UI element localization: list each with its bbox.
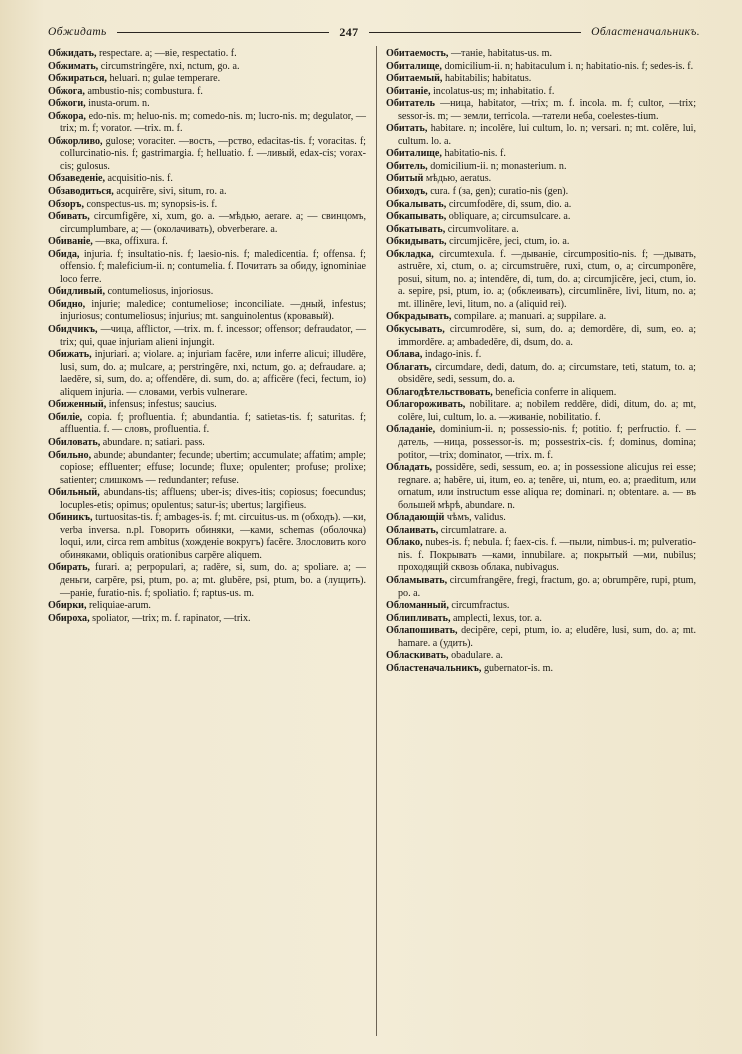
- definition: abundans-tis; affluens; uber-is; dives-itis; copiosus; foecundus; locuples-etis; opimus; opulentus; satur-is; ubertus; largifieus.: [60, 487, 366, 511]
- dictionary-entry: [48, 437, 366, 450]
- definition: injuria. f; insultatio-nis. f; laesio-nis. f; maledicentia. f; offensa. f; offensio. f; maleficium-ii. n; contumelia. f. Почитать за обиду, ignominiae loco ferre.: [60, 248, 366, 285]
- headword: Облапошивать,: [386, 625, 458, 637]
- headword: Обидно,: [48, 298, 86, 310]
- definition: edo-nis. m; heluo-nis. m; comedo-nis. m; lucro-nis. m; degulator, —trix; m. f; vorator. —trix. m. f.: [60, 110, 367, 135]
- definition: amplecti, lexus, tor. a.: [453, 612, 542, 624]
- headword: Обидливый,: [48, 286, 105, 298]
- headword: Обитаемость,: [386, 48, 449, 59]
- definition: cura. f (за, gen); curatio-nis (gen).: [430, 186, 569, 198]
- column-divider: [376, 46, 377, 1036]
- headword: Обкапывать,: [386, 211, 447, 223]
- dictionary-entry: [48, 562, 366, 600]
- dictionary-entry: [386, 424, 696, 462]
- dictionary-entry: [386, 61, 696, 74]
- dictionary-entry: [48, 600, 366, 613]
- headword: Обитый: [386, 173, 424, 185]
- headword: Обиталище,: [386, 148, 442, 160]
- headword: Обида,: [48, 248, 80, 260]
- headword: Обкрадывать,: [386, 311, 452, 323]
- definition: obliquare, a; circumsulcare. a.: [448, 211, 571, 223]
- dictionary-entry: [386, 349, 696, 362]
- headword: Обласкивать,: [386, 650, 449, 662]
- dictionary-entry: [386, 663, 696, 676]
- headword: Обломанный,: [386, 600, 449, 612]
- definition: injuriari. a; violare. a; injuriam facĕre, или inferre alicui; illudĕre, lusi, sum, do. a; mulcare, a; perstringĕre, nxi, nctum, go. a; defraudare. a; laedĕre, si, sum, do. a; offendĕre, di. sum, do. a; afficĕre (feci, fectum, io) aliquem injuria. — словами, verbis vulnerare.: [60, 349, 366, 398]
- dictionary-entry: [48, 324, 366, 349]
- headword: Обзоръ,: [48, 198, 84, 210]
- definition: —таніе, habitatus-us. m.: [450, 48, 552, 59]
- definition: turtuositas-tis. f; ambages-is. f; mt. circuitus-us. m (обходъ). —ки, verba inversa. n.pl. Говорить обиняки, —ками, schemas (оболочка) loqui, или, circa rem ambitus (хожденіе вокругъ) facĕre. Злословить кого обиняками, obliquis orationibus carpĕre aliquem.: [60, 512, 366, 561]
- dictionary-entry: [386, 86, 696, 99]
- dictionary-entry: [386, 186, 696, 199]
- dictionary-entry: [386, 462, 696, 512]
- definition: gubernator-is. m.: [483, 662, 553, 674]
- header-rule-right: [369, 32, 582, 33]
- dictionary-entry: [48, 286, 366, 299]
- headword: Обирки,: [48, 600, 87, 612]
- headword: Обламывать,: [386, 574, 448, 586]
- definition: —вка, offixura. f.: [95, 236, 168, 248]
- definition: furari. a; perpopulari, a; radĕre, si, sum, do. a; spoliare. a; —деньги, carpĕre, psi, ptum, po. a; mt. glubĕre, psi, ptum, bo. a (лущить). —раніе, furatio-nis. f; spoliatio. f; raptus-us. m.: [60, 562, 366, 599]
- definition: injurie; malediсe; contumeliose; inconciliate. —дный, infestus; injuriosus; contumeliosus; injurius; mt. sanguinolentus (кровавый).: [60, 298, 366, 323]
- dictionary-entry: [48, 98, 366, 111]
- definition: —чица, afflictor, —trix. m. f. incessor; offensor; defraudator, —trix; qui, quae injuriam alieni injungit.: [60, 324, 366, 348]
- dictionary-entry: [386, 575, 696, 600]
- page-number: 247: [339, 24, 359, 39]
- dictionary-entry: [48, 349, 366, 399]
- dictionary-entry: [386, 362, 696, 387]
- definition: acquirĕre, sivi, situm, ro. a.: [116, 186, 227, 198]
- dictionary-entry: [48, 199, 366, 212]
- page-header: [48, 22, 700, 42]
- headword: Обиженный,: [48, 399, 107, 411]
- headword: Обжога,: [48, 85, 85, 97]
- headword: Облава,: [386, 349, 423, 361]
- headword: Обидчикъ,: [48, 324, 98, 336]
- headword: Обиліе,: [48, 411, 83, 423]
- headword: Обитаніе,: [386, 85, 431, 97]
- definition: мѣдью, aeratus.: [425, 173, 492, 185]
- running-head-left: Обжидать: [48, 26, 107, 38]
- headword: Обкалывать,: [386, 198, 447, 210]
- header-rule-left: [117, 32, 330, 33]
- left-column: [48, 48, 366, 625]
- definition: abundare. n; satiari. pass.: [102, 436, 205, 448]
- dictionary-entry: [48, 487, 366, 512]
- definition: circumdare, dedi, datum, do. a; circumstare, teti, statum, to. a; obsidĕre, sedi, sessum, do. a.: [398, 361, 696, 386]
- definition: acquisitio-nis. f.: [107, 173, 173, 185]
- headword: Обильный,: [48, 487, 100, 499]
- definition: incolatus-us; m; inhabitatio. f.: [433, 85, 555, 97]
- definition: compilare. a; manuari. a; suppilare. a.: [453, 311, 607, 323]
- definition: habitatio-nis. f.: [444, 148, 506, 160]
- definition: beneficia conferre in aliquem.: [495, 386, 617, 398]
- headword: Обиловать,: [48, 436, 101, 448]
- dictionary-entry: [386, 161, 696, 174]
- dictionary-entry: [48, 399, 366, 412]
- definition: circumrodĕre, si, sum, do. a; demordĕre, di, sum, eo. a; immordĕre. a; ambadedĕre, di, dsum, do. a.: [398, 324, 696, 348]
- definition: чѣмъ, validus.: [446, 512, 506, 524]
- headword: Обироха,: [48, 612, 90, 624]
- headword: Обитель,: [386, 160, 428, 172]
- dictionary-entry: [48, 136, 366, 174]
- dictionary-entry: [386, 324, 696, 349]
- headword: Обитаемый,: [386, 73, 443, 85]
- definition: circumtexula. f. —дываніе, circumpositio-nis. f; —дывать, astruĕre, xi, ctum, o. a; circumstruĕre, ruxi, ctum, o, a; circumponĕre, posui, situm, no. a; intendĕre, di, tum, do. a; circumjicĕre, jeci, ctum, io. a. sepire, psi, ptum, io. a; (обклеивать), circumlinĕre, livi, litum, no. a; mt. illinĕre, levi, litum, no. a (aliquid rei).: [398, 248, 696, 310]
- dictionary-entry: [386, 211, 696, 224]
- headword: Обзаведеніе,: [48, 173, 106, 185]
- definition: circumfodĕre, di, ssum, dio. a.: [448, 198, 572, 210]
- dictionary-entry: [48, 450, 366, 488]
- headword: Обладать,: [386, 462, 433, 474]
- definition: circumvolitare. a.: [447, 223, 519, 235]
- dictionary-entry: [386, 148, 696, 161]
- definition: obadulare. a.: [451, 650, 503, 662]
- headword: Обильно,: [48, 449, 92, 461]
- definition: dominium-ii. n; possessio-nis. f; potitio. f; perfructio. f. —датель, —ница, possessor-is. m; possestrix-cis. f; dominus, domina; potitor, —trix; dominator, —trix. m. f.: [398, 424, 696, 461]
- definition: domicilium-ii. n; habitaculum i. n; habitatio-nis. f; sedes-is. f.: [444, 60, 694, 72]
- dictionary-entry: [48, 512, 366, 562]
- headword: Облагать,: [386, 361, 432, 373]
- definition: abunde; abundanter; fecunde; ubertim; accumulate; affatim; ample; copiose; effluenter; effuse; locunde; fluxe; opulenter; profuse; prolixe; satienter; слишкомъ — redundanter; refuse.: [60, 449, 366, 486]
- definition: decipĕre, cepi, ptum, io. a; eludĕre, lusi, sum, do. a; mt. hamare. a (удить).: [398, 625, 696, 649]
- definition: circumlatrare. a.: [440, 524, 507, 536]
- definition: reliquiae-arum.: [89, 600, 151, 612]
- headword: Обкатывать,: [386, 223, 446, 235]
- definition: circumfigĕre, xi, xum, go. a. —мѣдью, aerare. a; — свинцомъ, circumplumbare, a; — (околачивать), obverberare. a.: [60, 211, 366, 235]
- definition: circumfractus.: [451, 600, 510, 612]
- headword: Областеначальникъ,: [386, 662, 482, 674]
- definition: gulose; voraciter. —вость, —рство, edacitas-tis. f; voracitas. f; collurcinatio-nis. f; gastrimargia. f; helluatio. f. —ливый, edax-cis; vorax-cis; gulosus.: [60, 135, 366, 172]
- headword: Обжимать,: [48, 60, 99, 72]
- definition: circumjicĕre, jeci, ctum, io. a.: [449, 236, 570, 248]
- dictionary-entry: [386, 98, 696, 123]
- headword: Обиваніе,: [48, 236, 93, 248]
- definition: inusta-orum. n.: [88, 98, 150, 110]
- dictionary-entry: [386, 625, 696, 650]
- definition: ambustio-nis; combustura. f.: [87, 85, 203, 97]
- running-head-right: Областеначальникъ.: [591, 26, 701, 38]
- headword: Обиникъ,: [48, 512, 93, 524]
- definition: habitabilis; habitatus.: [444, 73, 532, 85]
- headword: Обжорливо,: [48, 135, 103, 147]
- definition: habitare. n; incolĕre, lui cultum, lo. n; versari. n; mt. colĕre, lui, cultum. lo. a.: [398, 123, 696, 147]
- headword: Обладающій: [386, 512, 445, 524]
- definition: heluari. n; gulae temperare.: [109, 73, 221, 85]
- headword: Обжираться,: [48, 73, 107, 85]
- dictionary-entry: [386, 73, 696, 86]
- dictionary-entry: [48, 111, 366, 136]
- dictionary-entry: [386, 613, 696, 626]
- definition: circumfrangĕre, fregi, fractum, go. a; obrumpĕre, rupi, ptum, po. a.: [398, 574, 696, 599]
- dictionary-entry: [386, 224, 696, 237]
- dictionary-entry: [386, 311, 696, 324]
- dictionary-entry: [386, 123, 696, 148]
- dictionary-entry: [48, 412, 366, 437]
- dictionary-entry: [386, 249, 696, 312]
- headword: Облагороживать,: [386, 399, 466, 411]
- definition: domicilium-ii. n; monasterium. n.: [430, 160, 567, 172]
- dictionary-entry: [386, 512, 696, 525]
- definition: nobilitare. a; nobilem reddĕre, didi, ditum, do. a; mt, colĕre, lui, cultum, lo. a. —живаніе, nobilitatio. f.: [398, 399, 696, 423]
- definition: contumeliosus, injoriosus.: [107, 286, 214, 298]
- dictionary-entry: [386, 387, 696, 400]
- headword: Обладаніе,: [386, 424, 436, 436]
- dictionary-entry: [48, 186, 366, 199]
- definition: possidĕre, sedi, sessum, eo. a; in possessione alicujus rei esse; regnare. a; habĕre, ui, itum, eo. a; tenĕre, ui, ntum, eo. a; praeditum, или ornatum, или instructum esse aliqua re; dominari. n; obtentare. a. — въ большей мѣрѣ, abundare. n.: [398, 462, 696, 511]
- dictionary-entry: [48, 173, 366, 186]
- headword: Облагодѣтельствовать,: [386, 386, 493, 398]
- dictionary-entry: [386, 48, 696, 61]
- headword: Обжоги,: [48, 98, 86, 110]
- dictionary-entry: [386, 650, 696, 663]
- headword: Обиталище,: [386, 60, 442, 72]
- headword: Обитать,: [386, 123, 428, 135]
- headword: Обиходъ,: [386, 186, 428, 198]
- dictionary-entry: [48, 299, 366, 324]
- dictionary-entry: [48, 211, 366, 236]
- definition: spoliator, —trix; m. f. rapinator, —trix.: [92, 612, 251, 624]
- dictionary-entry: [48, 61, 366, 74]
- headword: Обивать,: [48, 211, 90, 223]
- dictionary-entry: [48, 236, 366, 249]
- dictionary-entry: [386, 399, 696, 424]
- dictionary-entry: [386, 525, 696, 538]
- dictionary-entry: [48, 73, 366, 86]
- dictionary-entry: [48, 86, 366, 99]
- definition: respectare. a; —вie, respectatio. f.: [99, 48, 237, 59]
- dictionary-entry: [386, 173, 696, 186]
- headword: Обзаводиться,: [48, 186, 114, 198]
- headword: Обкидывать,: [386, 236, 447, 248]
- headword: Обкладка,: [386, 248, 434, 260]
- headword: Облипливать,: [386, 612, 451, 624]
- headword: Обжидать,: [48, 48, 97, 59]
- dictionary-entry: [48, 48, 366, 61]
- definition: infensus; infestus; saucius.: [108, 399, 217, 411]
- dictionary-entry: [386, 236, 696, 249]
- definition: indago-inis. f.: [424, 349, 482, 361]
- headword: Обирать,: [48, 562, 90, 574]
- dictionary-entry: [386, 537, 696, 575]
- headword: Облако,: [386, 537, 423, 549]
- headword: Обкусывать,: [386, 324, 445, 336]
- headword: Обитатель: [386, 98, 436, 110]
- definition: conspectus-us. m; synopsis-is. f.: [86, 198, 218, 210]
- dictionary-entry: [48, 613, 366, 626]
- definition: —ница, habitator, —trix; m. f. incola. m. f; cultor, —trix; sessor-is. m; — земли, terricola. —татели неба, coelestes-tium.: [398, 98, 696, 122]
- headword: Обжора,: [48, 110, 86, 122]
- definition: circumstringĕre, nxi, nctum, go. a.: [100, 60, 240, 72]
- dictionary-entry: [386, 199, 696, 212]
- definition: copia. f; profluentia. f; abundantia. f; satietas-tis. f; saturitas. f; affluentia. f. — словъ, profluentia. f.: [60, 411, 366, 436]
- dictionary-entry: [386, 600, 696, 613]
- right-column: [386, 48, 696, 675]
- headword: Облаивать,: [386, 524, 439, 536]
- dictionary-entry: [48, 249, 366, 287]
- definition: nubes-is. f; nebula. f; faex-cis. f. —пыли, nimbus-i. m; pulveratio-nis. f. Покрывать —ками, innubilare. a; покрытый —ми, nubilus; проходящій сквозь облака, nubivagus.: [398, 537, 696, 574]
- headword: Обижать,: [48, 349, 92, 361]
